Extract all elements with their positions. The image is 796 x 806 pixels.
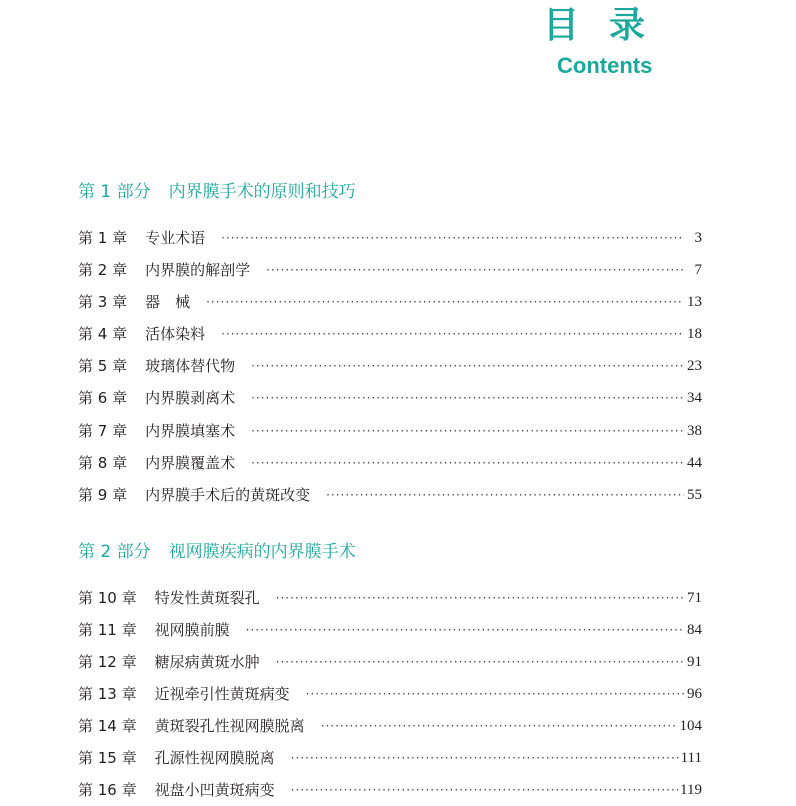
chapter-number: 第 14 章 [78, 717, 137, 735]
chapter-title: 内界膜剥离术 [145, 389, 236, 407]
dot-leader [266, 258, 684, 282]
dot-leader [221, 226, 684, 250]
toc-entry[interactable] [78, 586, 702, 610]
dot-leader [251, 451, 684, 475]
chapter-number: 第 2 章 [78, 261, 128, 279]
dot-leader [251, 386, 684, 410]
toc-entry[interactable] [78, 419, 702, 443]
page-number: 3 [694, 230, 702, 246]
page-number: 23 [687, 358, 702, 374]
page-number: 38 [687, 423, 702, 439]
page-number: 13 [687, 294, 702, 310]
chapter-number: 第 16 章 [78, 781, 137, 799]
part-label: 第 1 部分 [78, 182, 151, 202]
chapter-number: 第 5 章 [78, 357, 128, 375]
toc-entry[interactable] [78, 746, 702, 770]
part-title: 内界膜手术的原则和技巧 [168, 182, 356, 202]
page-number: 84 [687, 622, 702, 638]
toc-entry[interactable] [78, 682, 702, 706]
chapter-title: 视盘小凹黄斑病变 [154, 781, 275, 799]
chapter-title: 内界膜的解剖学 [145, 261, 251, 279]
page-number: 104 [679, 718, 702, 734]
chapter-title: 内界膜手术后的黄斑改变 [145, 486, 311, 504]
page-number: 44 [687, 455, 702, 471]
dot-leader [276, 650, 684, 674]
chapter-number: 第 11 章 [78, 621, 137, 639]
dot-leader [326, 483, 684, 507]
toc-entry[interactable] [78, 386, 702, 410]
toc-entry[interactable] [78, 354, 702, 378]
toc-entry[interactable] [78, 714, 702, 738]
chapter-title: 内界膜填塞术 [145, 422, 236, 440]
chapter-number: 第 12 章 [78, 653, 137, 671]
chapter-title: 黄斑裂孔性视网膜脱离 [154, 717, 305, 735]
chapter-title: 视网膜前膜 [154, 621, 230, 639]
chapter-title: 孔源性视网膜脱离 [154, 749, 275, 767]
toc-entry[interactable] [78, 650, 702, 674]
chapter-number: 第 13 章 [78, 685, 137, 703]
toc-entry[interactable] [78, 451, 702, 475]
chapter-title: 玻璃体替代物 [145, 357, 236, 375]
page-number: 34 [687, 390, 702, 406]
dot-leader [251, 419, 684, 443]
chapter-number: 第 8 章 [78, 454, 128, 472]
toc-title: 目录 [543, 5, 676, 46]
page-number: 111 [680, 750, 702, 766]
dot-leader [221, 322, 684, 346]
dot-leader [306, 682, 684, 706]
toc-entry[interactable] [78, 778, 702, 802]
chapter-number: 第 1 章 [78, 229, 128, 247]
chapter-title: 糖尿病黄斑水肿 [154, 653, 260, 671]
chapter-title: 器 械 [145, 293, 191, 311]
chapter-title: 内界膜覆盖术 [145, 454, 236, 472]
page-number: 119 [680, 782, 702, 798]
page-number: 18 [687, 326, 702, 342]
dot-leader [291, 778, 678, 802]
chapter-number: 第 7 章 [78, 422, 128, 440]
chapter-title: 特发性黄斑裂孔 [154, 589, 260, 607]
part-heading [78, 180, 718, 204]
toc-entry[interactable] [78, 258, 702, 282]
dot-leader [321, 714, 678, 738]
dot-leader [251, 354, 684, 378]
page-number: 91 [687, 654, 702, 670]
part-heading [78, 540, 718, 564]
toc-entry[interactable] [78, 483, 702, 507]
page-number: 96 [687, 686, 702, 702]
page-number: 7 [694, 262, 702, 278]
chapter-number: 第 4 章 [78, 325, 128, 343]
chapter-number: 第 15 章 [78, 749, 137, 767]
chapter-number: 第 6 章 [78, 389, 128, 407]
dot-leader [276, 586, 684, 610]
dot-leader [291, 746, 679, 770]
chapter-title: 活体染料 [145, 325, 206, 343]
chapter-number: 第 3 章 [78, 293, 128, 311]
toc-subtitle: Contents [557, 53, 653, 78]
toc-entry[interactable] [78, 322, 702, 346]
page-number: 71 [687, 590, 702, 606]
toc-entry[interactable] [78, 618, 702, 642]
chapter-title: 专业术语 [145, 229, 206, 247]
toc-entry[interactable] [78, 226, 702, 250]
chapter-number: 第 9 章 [78, 486, 128, 504]
part-label: 第 2 部分 [78, 542, 151, 562]
toc-entry[interactable] [78, 290, 702, 314]
dot-leader [246, 618, 684, 642]
dot-leader [206, 290, 684, 314]
part-title: 视网膜疾病的内界膜手术 [168, 542, 356, 562]
chapter-number: 第 10 章 [78, 589, 137, 607]
chapter-title: 近视牵引性黄斑病变 [154, 685, 290, 703]
page-number: 55 [687, 487, 702, 503]
